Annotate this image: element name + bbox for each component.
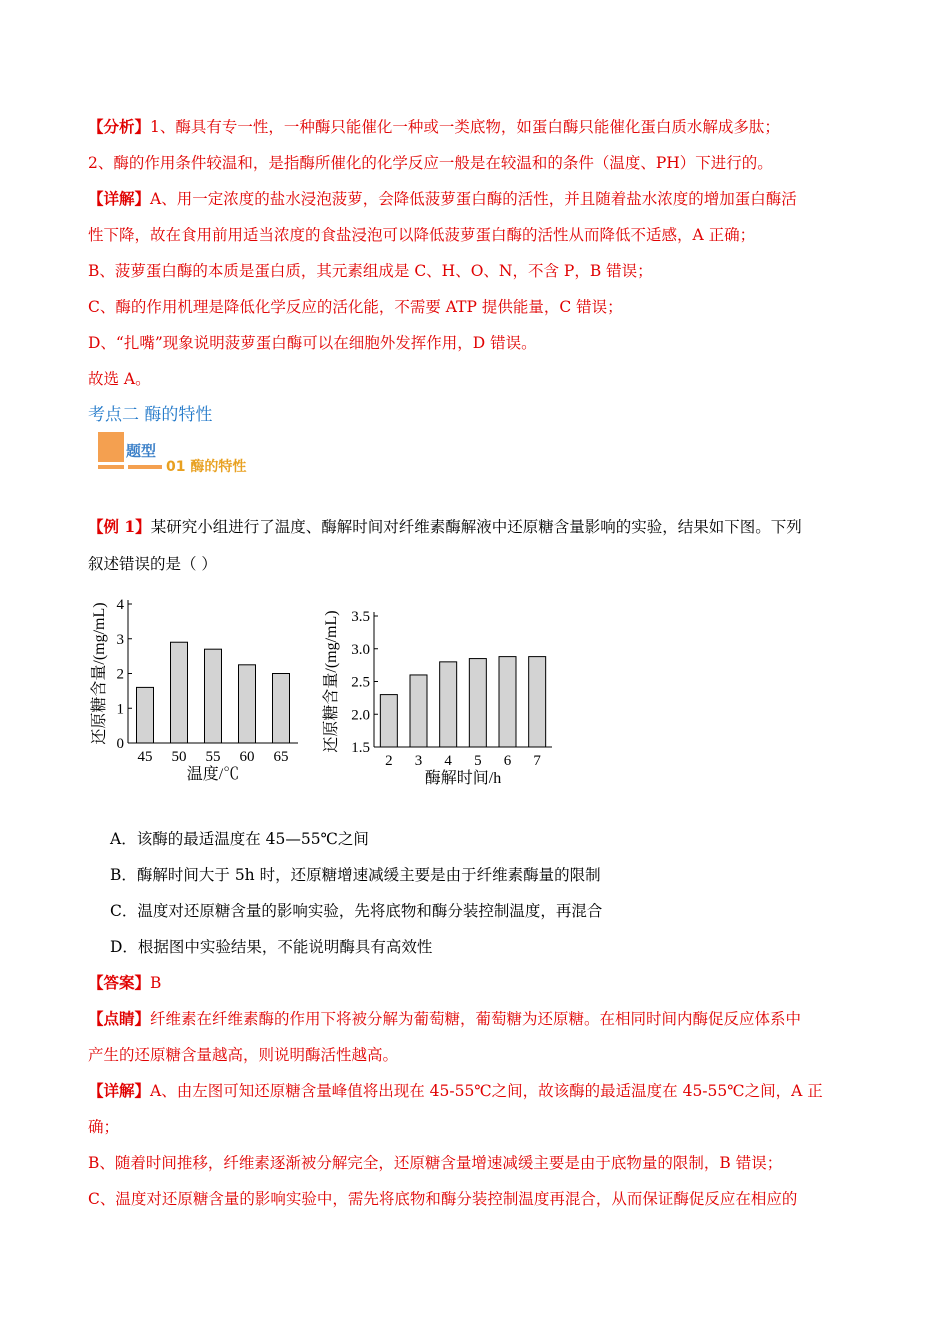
badge-label: 01 酶的特性 xyxy=(166,459,247,475)
choice-line: 故选 A。 xyxy=(88,370,151,388)
section-heading: 考点二 酶的特性 xyxy=(88,405,213,425)
badge-word: 题型 xyxy=(126,442,157,460)
chart-temperature xyxy=(86,592,306,797)
y-tick-label: 3.5 xyxy=(351,609,370,625)
detail1-line-4: C、酶的作用机理是降低化学反应的活化能，不需要 ATP 提供能量，C 错误； xyxy=(88,298,623,316)
detail2-tag: 【详解】 xyxy=(88,1081,151,1100)
y-axis-label: 还原糖含量/(mg/mL) xyxy=(323,610,340,753)
x-tick-label: 60 xyxy=(239,749,255,765)
y-tick-label: 2.0 xyxy=(351,707,370,724)
chart-bar xyxy=(529,657,546,747)
analysis-line-2: 2、酶的作用条件较温和，是指酶所催化的化学反应一般是在较温和的条件（温度、PH）下进行的。 xyxy=(88,154,773,172)
y-tick-label: 1.5 xyxy=(351,740,370,756)
y-tick-label: 2.5 xyxy=(351,674,370,691)
chart-bar xyxy=(410,675,427,747)
chart-bar xyxy=(380,695,397,747)
chart-time xyxy=(318,596,558,801)
badge-bar xyxy=(98,465,124,469)
detail2-line-1: 【详解】A、由左图可知还原糖含量峰值将出现在 45-55℃之间，故该酶的最适温度在 45-55℃之间，A 正 xyxy=(88,1081,823,1100)
x-tick-label: 4 xyxy=(444,753,452,769)
detail1-line-2: 性下降，故在食用前用适当浓度的食盐浸泡可以降低菠萝蛋白酶的活性从而降低不适感，A 正确； xyxy=(88,226,756,244)
option-c: C．温度对还原糖含量的影响实验，先将底物和酶分装控制温度，再混合 xyxy=(110,902,603,920)
tip-tag: 【点睛】 xyxy=(88,1009,151,1028)
tip-line-1: 【点睛】纤维素在纤维素酶的作用下将被分解为葡萄糖，葡萄糖为还原糖。在相同时间内酶促反应体系中 xyxy=(88,1009,802,1028)
y-tick-label: 4 xyxy=(116,597,124,613)
y-tick-label: 2 xyxy=(116,666,124,683)
chart-bar xyxy=(499,657,516,747)
x-tick-label: 3 xyxy=(414,753,423,769)
example-tag: 【例 1】 xyxy=(88,517,151,536)
chart-bar xyxy=(205,649,222,743)
chart-bar xyxy=(171,642,188,743)
question-type-badge xyxy=(98,432,168,472)
detail1-line-1: 【详解】A、用一定浓度的盐水浸泡菠萝，会降低菠萝蛋白酶的活性，并且随着盐水浓度的增加蛋白酶活 xyxy=(88,189,797,208)
chart-bar xyxy=(273,674,290,744)
answer-line xyxy=(88,972,868,994)
y-axis-label: 还原糖含量/(mg/mL) xyxy=(91,602,108,745)
analysis-line-1: 【分析】1、酶具有专一性，一种酶只能催化一种或一类底物，如蛋白酶只能催化蛋白质水解成多肽； xyxy=(88,117,780,136)
tip-line-2: 产生的还原糖含量越高，则说明酶活性越高。 xyxy=(88,1046,399,1064)
detail2-line-3: B、随着时间推移，纤维素逐渐被分解完全，还原糖含量增速减缓主要是由于底物量的限制，B 错误； xyxy=(88,1154,783,1172)
badge-square xyxy=(98,432,124,462)
x-tick-label: 7 xyxy=(533,753,541,769)
y-tick-label: 1 xyxy=(116,701,124,718)
x-axis-label: 温度/℃ xyxy=(186,766,240,783)
chart-bar xyxy=(137,687,154,743)
analysis-tag: 【分析】 xyxy=(88,117,151,136)
example-line-2: 叙述错误的是（ ） xyxy=(88,555,217,573)
chart-bar xyxy=(440,662,457,747)
answer-tag: 【答案】 xyxy=(88,973,151,992)
example-line-1: 【例 1】某研究小组进行了温度、酶解时间对纤维素酶解液中还原糖含量影响的实验，结果如下图。下列 xyxy=(88,517,802,536)
y-tick-label: 0 xyxy=(116,736,124,752)
y-tick-label: 3.0 xyxy=(351,641,370,658)
y-tick-label: 3 xyxy=(116,631,124,648)
x-tick-label: 2 xyxy=(385,753,393,769)
answer-value: B xyxy=(150,974,162,992)
x-tick-label: 5 xyxy=(474,753,482,769)
x-tick-label: 45 xyxy=(137,749,153,765)
x-tick-label: 65 xyxy=(273,749,289,765)
badge-bar xyxy=(128,465,162,469)
chart-bar xyxy=(239,665,256,743)
option-d: D．根据图中实验结果，不能说明酶具有高效性 xyxy=(110,938,433,956)
detail1-line-5: D、“扎嘴”现象说明菠萝蛋白酶可以在细胞外发挥作用，D 错误。 xyxy=(88,334,537,352)
x-tick-label: 6 xyxy=(503,753,512,769)
option-b: B．酶解时间大于 5h 时，还原糖增速减缓主要是由于纤维素酶量的限制 xyxy=(110,866,601,884)
detail2-line-2: 确； xyxy=(88,1118,120,1136)
x-tick-label: 50 xyxy=(171,749,187,765)
detail1-tag: 【详解】 xyxy=(88,189,151,208)
detail2-line-4: C、温度对还原糖含量的影响实验中，需先将底物和酶分装控制温度再混合，从而保证酶促反应在相应的 xyxy=(88,1190,798,1208)
detail1-line-3: B、菠萝蛋白酶的本质是蛋白质，其元素组成是 C、H、O、N，不含 P，B 错误； xyxy=(88,262,653,280)
x-axis-label: 酶解时间/h xyxy=(424,770,502,787)
x-tick-label: 55 xyxy=(205,749,221,765)
chart-bar xyxy=(469,659,486,747)
option-a: A．该酶的最适温度在 45—55℃之间 xyxy=(110,830,369,848)
